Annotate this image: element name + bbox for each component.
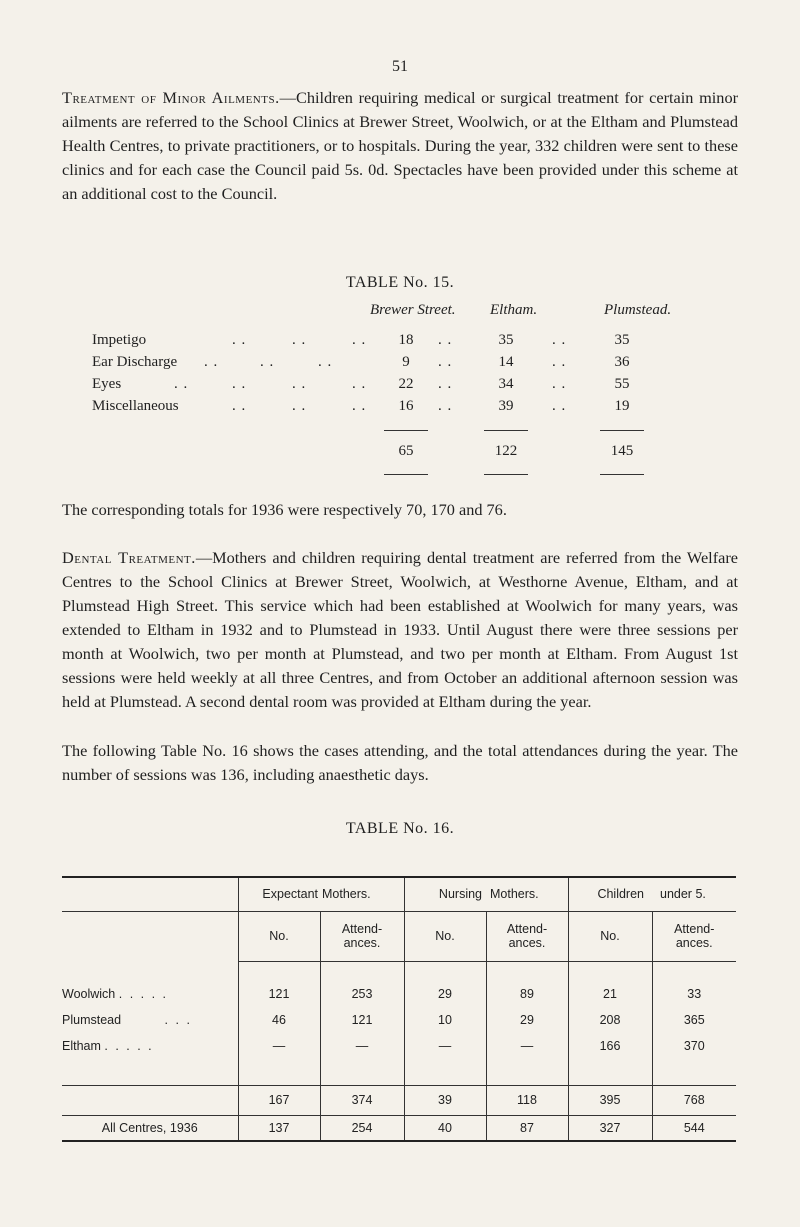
leader-dots: . . [292, 332, 307, 348]
cell-value: 544 [652, 1115, 736, 1141]
cell-value: 208 [568, 1005, 652, 1035]
dental-treatment-heading: Dental Treatment. [62, 548, 196, 567]
group-header-expectant-mothers: Mothers. [320, 877, 404, 911]
row-label: All Centres, 1936 [62, 1115, 238, 1141]
cell-value: 121 [320, 1005, 404, 1035]
cell-value: 21 [568, 961, 652, 1005]
dental-treatment-text: —Mothers and children requiring dental treatment are referred from the Welfare Centres to the School Clinics at Brewer Street, Woolwich, at Westhorne Avenue, Eltham, and at Plumstead High Street. This service which had been established at Woolwich for many years, was extended to Eltham in 1932 and to Plumstead in 1933. Until August there were three sessions per month at Woolwich, two per month at Plumstead, and two per month at Eltham. From August 1st sessions were held weekly at all three Centres, and from October an additional afternoon session was held at Plumstead. A second dental room was provided at Eltham during the year. [62, 548, 738, 711]
empty-label-cell [62, 1085, 238, 1115]
table-row [62, 376, 738, 398]
total-value: 395 [568, 1085, 652, 1115]
cell-value: 370 [652, 1035, 736, 1085]
leader-dots: . . [438, 376, 453, 392]
table-16-title: TABLE No. 16. [345, 820, 455, 837]
cell-value: 55 [614, 376, 630, 392]
cell-value: 19 [614, 398, 630, 414]
cell-value: 121 [238, 961, 320, 1005]
cell-value: 9 [402, 354, 410, 370]
sub-header-no: No. [238, 911, 320, 961]
row-label [62, 1035, 238, 1085]
col-header-brewer-street: Brewer Street. [370, 302, 456, 318]
table-total-row [62, 1085, 736, 1115]
minor-ailments-text: —Children requiring medical or surgical treatment for certain minor ailments are referred to the School Clinics at Brewer Street, Woolwich, or at the Eltham and Plumstead Health Centres, to private practitioners, or to hospitals. During the year, 332 children were sent to these clinics and for each case the Council paid 5s. 0d. Spectacles have been provided under this scheme at an additional cost to the Council. [62, 88, 739, 203]
row-label [62, 961, 238, 1005]
cell-value: 33 [652, 961, 736, 1005]
col-header-plumstead: Plumstead. [604, 302, 672, 318]
total-value: 374 [320, 1085, 404, 1115]
row-label-text: Woolwich [62, 987, 116, 1001]
sub-header-attendances: Attend- ances. [652, 911, 736, 961]
table-row [62, 332, 738, 354]
leader-dots: . . [552, 332, 567, 348]
dental-treatment-paragraph [62, 546, 738, 714]
total-value: 167 [238, 1085, 320, 1115]
cell-value: 327 [568, 1115, 652, 1141]
table-16-intro-paragraph: The following Table No. 16 shows the cases attending, and the total attendances during the year. The number of sessions was 136, including anaesthetic days. [62, 741, 738, 784]
cell-value: 40 [404, 1115, 486, 1141]
leader-dots: . . [438, 332, 453, 348]
leader-dots: . . [232, 376, 247, 392]
row-label: Ear Discharge [92, 354, 178, 370]
cell-value: 34 [498, 376, 514, 392]
row-label-text: Plumstead [62, 1013, 122, 1027]
group-header-children-under-5: under 5. [652, 877, 736, 911]
leader-dots: . . [318, 354, 333, 370]
total-value: 39 [404, 1085, 486, 1115]
cell-value: 87 [486, 1115, 568, 1141]
cell-value: — [404, 1035, 486, 1085]
sub-header-no: No. [404, 911, 486, 961]
cell-value: 89 [486, 961, 568, 1005]
empty-label-cell [62, 911, 238, 961]
sub-header-row [62, 911, 736, 961]
table-row [62, 1005, 736, 1035]
cell-value: 39 [498, 398, 514, 414]
table-16 [62, 876, 736, 1142]
empty-corner-cell [62, 877, 238, 911]
rule-line [600, 430, 644, 431]
group-header-nursing: Nursing [404, 877, 486, 911]
group-header-nursing-mothers: Mothers. [486, 877, 568, 911]
leader-dots: . . [292, 376, 307, 392]
rule-line [384, 430, 428, 431]
cell-value: 10 [404, 1005, 486, 1035]
cell-value: 29 [486, 1005, 568, 1035]
table-row [62, 961, 736, 1005]
rule-line [484, 474, 528, 475]
leader-dots: . . [232, 332, 247, 348]
cell-value: 46 [238, 1005, 320, 1035]
leader-dots: . . [232, 398, 247, 414]
cell-value: 137 [238, 1115, 320, 1141]
table-row [62, 354, 738, 376]
cell-value: — [238, 1035, 320, 1085]
total-value: 118 [486, 1085, 568, 1115]
leader-dots: . . [174, 376, 189, 392]
rule-line [484, 430, 528, 431]
totals-note: The corresponding totals for 1936 were respectively 70, 170 and 76. [62, 500, 507, 519]
leader-dots: . . [204, 354, 219, 370]
leader-dots: . . [352, 376, 367, 392]
leader-dots: . . [352, 398, 367, 414]
row-label: Miscellaneous [92, 398, 179, 414]
comparison-row [62, 1115, 736, 1141]
leader-dots: . . . . . [118, 987, 169, 1001]
group-header-expectant: Expectant [238, 877, 320, 911]
rule-line [384, 474, 428, 475]
cell-value: 18 [398, 332, 414, 348]
leader-dots: . . . . . [104, 1039, 154, 1053]
leader-dots: . . [552, 354, 567, 370]
minor-ailments-paragraph [62, 86, 738, 206]
row-label: Eyes [92, 376, 122, 392]
leader-dots: . . [552, 376, 567, 392]
table-row [62, 1035, 736, 1085]
group-header-children: Children [568, 877, 652, 911]
leader-dots: . . [260, 354, 275, 370]
leader-dots: . . [438, 354, 453, 370]
leader-dots: . . [552, 398, 567, 414]
total-value: 65 [398, 443, 414, 459]
table-row [62, 398, 738, 420]
leader-dots: . . [438, 398, 453, 414]
cell-value: 35 [614, 332, 630, 348]
cell-value: 36 [614, 354, 630, 370]
cell-value: 14 [498, 354, 514, 370]
cell-value: 35 [498, 332, 514, 348]
cell-value: — [320, 1035, 404, 1085]
table-total-row [62, 443, 738, 465]
group-header-row [62, 877, 736, 911]
total-value: 122 [494, 443, 518, 459]
leader-dots: . . . [164, 1013, 192, 1027]
rule-line [600, 474, 644, 475]
sub-header-attendances: Attend- ances. [320, 911, 404, 961]
row-label: Impetigo [92, 332, 147, 348]
cell-value: 22 [398, 376, 414, 392]
total-value: 145 [610, 443, 634, 459]
leader-dots: . . [292, 398, 307, 414]
minor-ailments-heading: Treatment of Minor Ailments. [62, 88, 280, 107]
table-15-title: TABLE No. 15. [345, 274, 455, 291]
cell-value: 166 [568, 1035, 652, 1085]
total-value: 768 [652, 1085, 736, 1115]
col-header-eltham: Eltham. [490, 302, 538, 318]
leader-dots: . . [352, 332, 367, 348]
cell-value: — [486, 1035, 568, 1085]
cell-value: 253 [320, 961, 404, 1005]
page-number: 51 [392, 58, 408, 75]
cell-value: 365 [652, 1005, 736, 1035]
row-label-text: Eltham [62, 1039, 101, 1053]
cell-value: 29 [404, 961, 486, 1005]
cell-value: 16 [398, 398, 414, 414]
sub-header-no: No. [568, 911, 652, 961]
cell-value: 254 [320, 1115, 404, 1141]
sub-header-attendances: Attend- ances. [486, 911, 568, 961]
row-label [62, 1005, 238, 1035]
